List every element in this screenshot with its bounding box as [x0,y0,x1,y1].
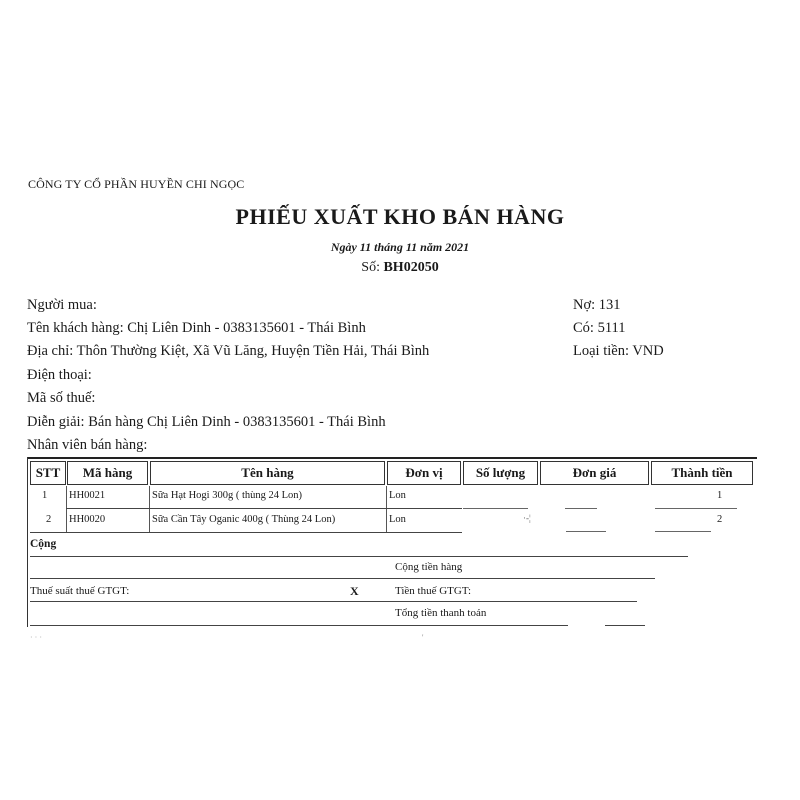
document-title: PHIẾU XUẤT KHO BÁN HÀNG [235,204,565,229]
header-so-luong: Số lượng [463,461,538,485]
column-divider [66,486,67,532]
goods-total-label: Cộng tiền hàng [395,561,463,573]
table-row-1-thanh-tien: 1 [717,490,723,501]
row-divider [66,508,462,509]
row-divider [30,532,462,533]
table-top-border [27,457,757,459]
row-divider [565,508,597,509]
customer-phone: Điện thoại: [27,367,92,383]
total-row-divider [30,556,688,557]
header-stt: STT [30,461,66,485]
document-number [0,260,800,276]
table-row-1-ten-hang: Sữa Hạt Hogi 300g ( thùng 24 Lon) [152,490,303,501]
column-divider [149,486,150,532]
cut-off-text-fragment: ' [422,633,424,642]
total-label: Cộng [30,538,57,550]
document-number-value: BH02050 [383,260,439,275]
table-row-2-stt: 2 [46,514,52,525]
sales-staff: Nhân viên bán hàng: [27,437,148,453]
customer-address: Địa chỉ: Thôn Thường Kiệt, Xã Vũ Lăng, Huyện Tiền Hải, Thái Bình [27,343,430,359]
vat-rate-label: Thuế suất thuế GTGT: [30,585,130,597]
description: Diễn giải: Bán hàng Chị Liên Dinh - 0383135601 - Thái Bình [27,414,386,430]
vat-rate-mark: X [350,584,359,598]
customer-tax-code: Mã số thuế: [27,390,96,406]
debit-account: Nợ: 131 [573,297,621,313]
row-divider [655,508,737,509]
row-divider [566,531,606,532]
table-row-1-don-vi: Lon [389,490,406,501]
document-number-label: Số: [361,260,384,275]
column-divider [386,486,387,532]
customer-name: Tên khách hàng: Chị Liên Dinh - 0383135601 - Thái Bình [27,320,366,336]
grand-total-label: Tổng tiền thanh toán [395,607,487,619]
header-thanh-tien: Thành tiền [651,461,753,485]
company-name: CÔNG TY CỔ PHẦN HUYỀN CHI NGỌC [28,177,245,191]
row-divider [463,508,528,509]
total-row-divider [30,578,655,579]
table-row-2-ten-hang: Sữa Cần Tây Oganic 400g ( Thùng 24 Lon) [152,514,336,525]
faded-mark: ·-¦ [523,513,531,523]
total-row-divider [30,601,637,602]
header-ma-hang: Mã hàng [67,461,148,485]
header-don-vi: Đơn vị [387,461,461,485]
currency-type: Loại tiền: VND [573,343,664,359]
vat-amount-label: Tiền thuế GTGT: [395,585,472,597]
table-row-1-stt: 1 [42,490,48,501]
table-row-1-ma-hang: HH0021 [69,490,106,501]
table-row-2-ma-hang: HH0020 [69,514,106,525]
table-left-border [27,457,28,627]
buyer-label: Người mua: [27,297,97,313]
table-row-2-thanh-tien: 2 [717,514,723,525]
total-row-divider [30,625,568,626]
cut-off-text-fragment: · · · [30,633,42,642]
total-row-divider [605,625,645,626]
header-ten-hang: Tên hàng [150,461,385,485]
row-divider [655,531,711,532]
credit-account: Có: 5111 [573,320,626,336]
header-don-gia: Đơn giá [540,461,649,485]
table-row-2-don-vi: Lon [389,514,406,525]
document-date: Ngày 11 tháng 11 năm 2021 [330,240,470,254]
